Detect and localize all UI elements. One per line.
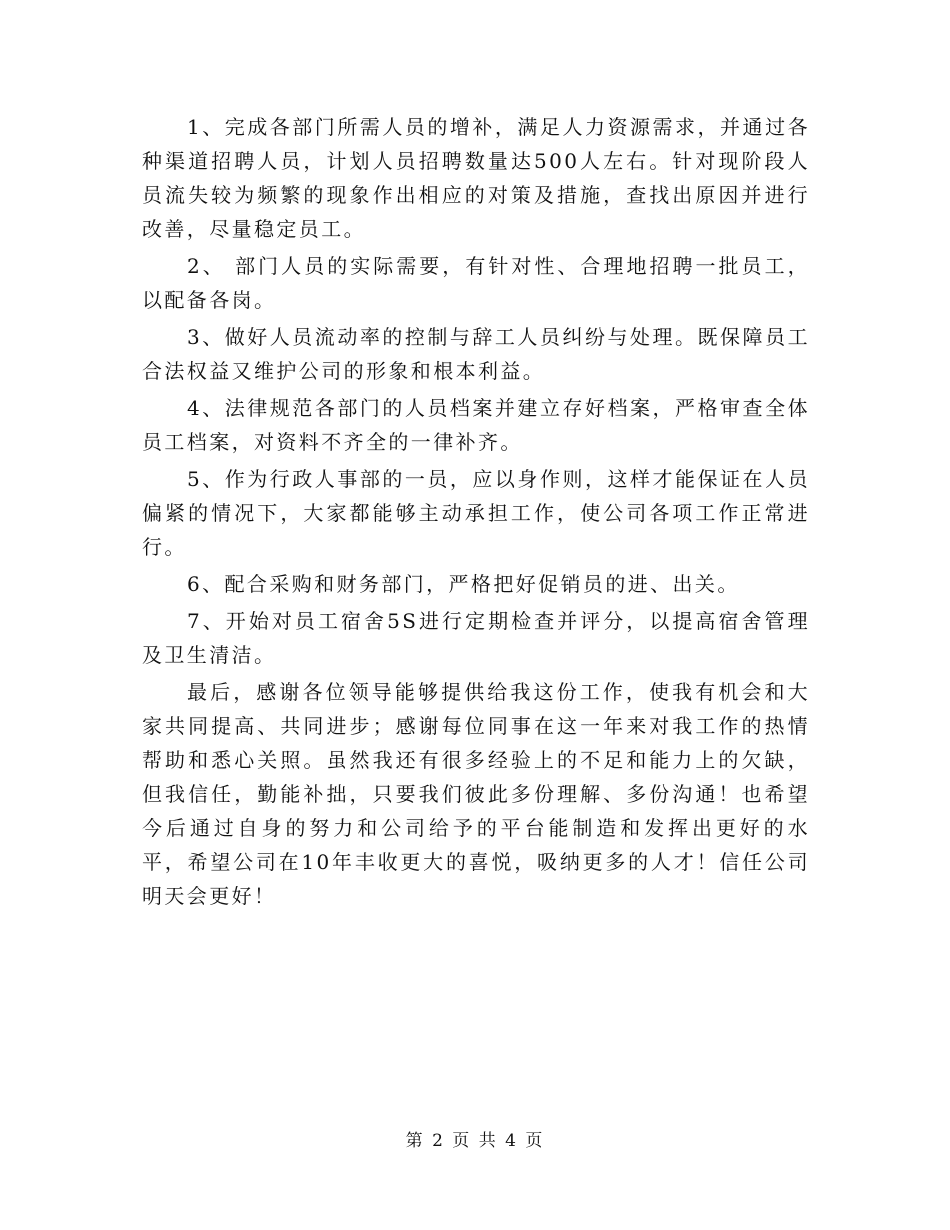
paragraph-item-7: 7、开始对员工宿舍5S进行定期检查并评分，以提高宿舍管理及卫生清洁。 xyxy=(142,609,810,667)
document-body xyxy=(142,110,810,916)
closing-paragraph: 最后，感谢各位领导能够提供给我这份工作，使我有机会和大家共同提高、共同进步；感谢每位同事在这一年来对我工作的热情帮助和悉心关照。虽然我还有很多经验上的不足和能力上的欠缺，但我信任，勤能补拙，只要我们彼此多份理解、多份沟通！也希望今后通过自身的努力和公司给予的平台能制造和发挥出更好的水平，希望公司在10年丰收更大的喜悦，吸纳更多的人才！信任公司明天会更好！ xyxy=(142,680,810,908)
page-number-footer: 第 2 页 共 4 页 xyxy=(405,1131,545,1151)
paragraph-item-1: 1、完成各部门所需人员的增补，满足人力资源需求，并通过各种渠道招聘人员，计划人员招聘数量达500人左右。针对现阶段人员流失较为频繁的现象作出相应的对策及措施，查找出原因并进行改善，尽量稳定员工。 xyxy=(142,115,810,241)
paragraph-item-3: 3、做好人员流动率的控制与辞工人员纠纷与处理。既保障员工合法权益又维护公司的形象和根本利益。 xyxy=(142,325,810,383)
paragraph-item-2: 2、 部门人员的实际需要，有针对性、合理地招聘一批员工，以配备各岗。 xyxy=(142,254,810,312)
paragraph-item-6: 6、配合采购和财务部门，严格把好促销员的进、出关。 xyxy=(187,572,740,596)
paragraph-item-5: 5、作为行政人事部的一员，应以身作则，这样才能保证在人员偏紧的情况下，大家都能够主动承担工作，使公司各项工作正常进行。 xyxy=(142,467,810,559)
paragraph-item-4: 4、法律规范各部门的人员档案并建立存好档案，严格审查全体员工档案，对资料不齐全的一律补齐。 xyxy=(142,396,810,454)
